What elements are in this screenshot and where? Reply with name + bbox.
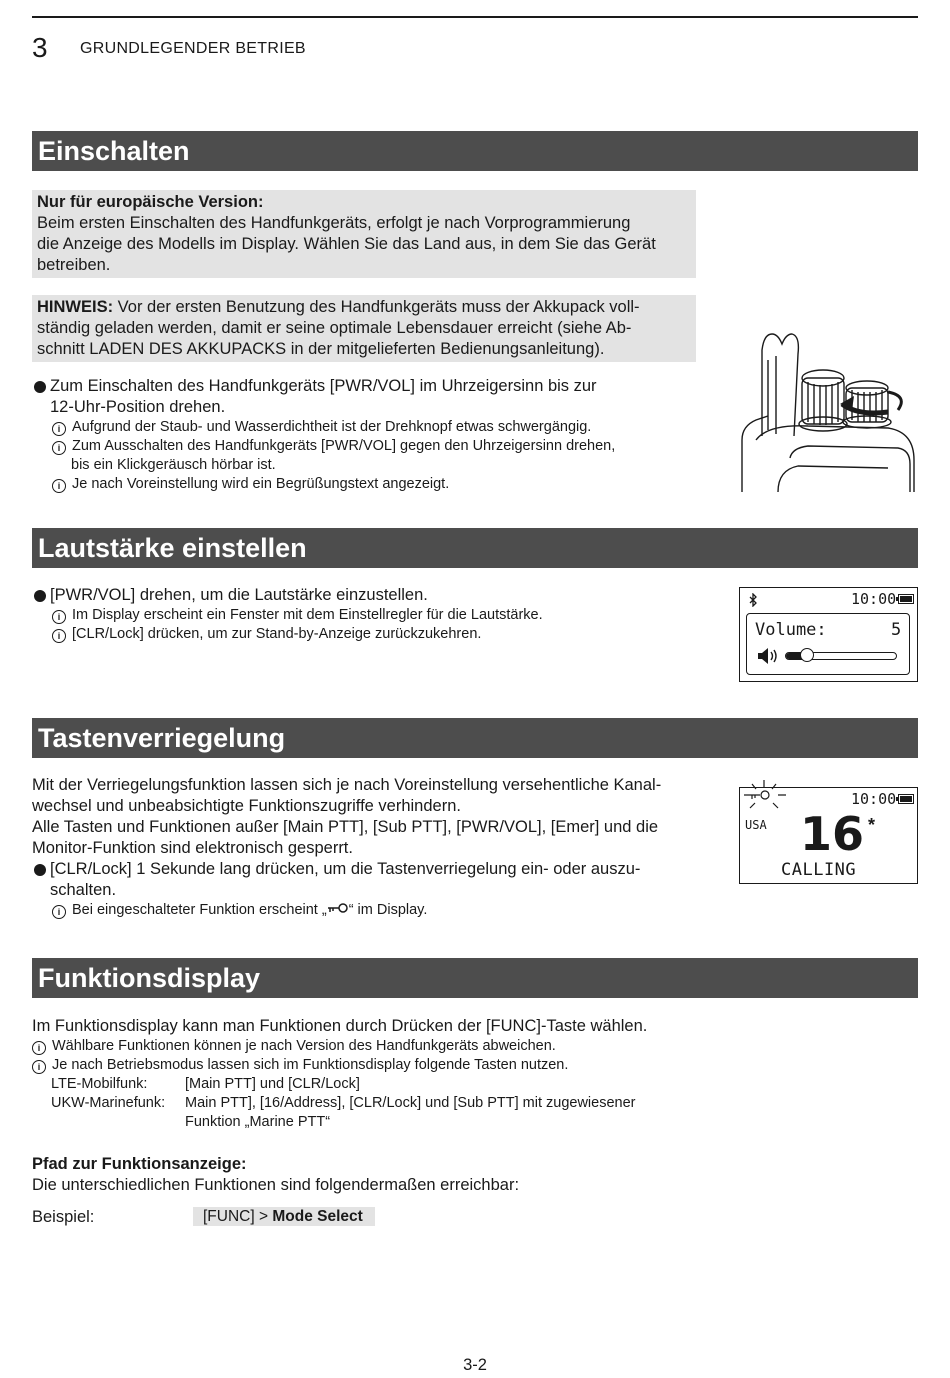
radio-knob-illustration [738,330,918,492]
hinweis-line: schnitt LADEN DES AKKUPACKS in der mitgelieferten Bedienungsanleitung). [37,340,605,358]
header-rule [32,16,918,18]
eu-version-note [32,190,696,278]
bullet-dot [34,381,46,393]
eu-note-line: betreiben. [37,256,111,274]
volume-label: Volume: [755,620,827,640]
hinweis-line: ständig geladen werden, damit er seine optimale Lebensdauer erreicht (siehe Ab- [37,319,632,337]
path-func: [FUNC] [203,1208,255,1225]
section-bar-lautstaerke [32,528,918,568]
section-bar-funktionsdisplay [32,958,918,998]
lock-instruction: [CLR/Lock] 1 Sekunde lang drücken, um die Tastenverriegelung ein- oder auszu- schalten. [50,860,641,899]
mode-key-table [51,1075,636,1132]
section-title: Funktionsdisplay [38,963,261,993]
info-list: i Im Display erscheint ein Fenster mit dem Einstellregler für die Lautstärke. i [CLR/Lock] drücken, um zur Stand-by-Anzeige zurückzukehren. [52,606,543,644]
chapter-title: GRUNDLEGENDER BETRIEB [80,40,306,57]
battery-icon [896,794,914,804]
section-title: Lautstärke einstellen [38,533,307,563]
info-icon: i [52,479,66,493]
menu-path-box [193,1207,375,1226]
section-bar-einschalten [32,131,918,171]
info-icon: i [32,1060,46,1074]
bullet-dot [34,590,46,602]
function-intro: Im Funktionsdisplay kann man Funktionen durch Drücken der [FUNC]-Taste wählen. [32,1017,648,1035]
bullet-dot [34,864,46,876]
mode-keys: [Main PTT] und [CLR/Lock] [185,1076,360,1092]
lcd-clock: 10:00 [851,590,897,608]
battery-icon [896,594,914,604]
eu-note-line: die Anzeige des Modells im Display. Wählen Sie das Land aus, in dem Sie das Gerät [37,235,656,253]
info-icon: i [52,905,66,919]
example-label: Beispiel: [32,1208,95,1226]
volume-instruction: [PWR/VOL] drehen, um die Lautstärke einzustellen. [50,586,428,604]
blinking-key-lock-icon [742,778,788,818]
lock-lcd-display [739,787,918,884]
lock-info: i Bei eingeschalteter Funktion erscheint „ “ im Display. [52,901,427,920]
path-separator: > [254,1208,273,1225]
info-icon: i [52,441,66,455]
path-description: Die unterschiedlichen Funktionen sind folgendermaßen erreichbar: [32,1176,520,1194]
lcd-clock: 10:00 [851,790,897,808]
mode-label: UKW-Marinefunk: [51,1095,166,1111]
section-bar-tastenverriegelung [32,718,918,758]
path-target: Mode Select [272,1208,363,1225]
volume-slider-knob [800,648,814,662]
speaker-icon [757,647,779,665]
lock-description: Mit der Verriegelungsfunktion lassen sich je nach Voreinstellung versehentliche Kanal- wechsel und unbeabsichtigte Funktionszugriffe verhindern. Alle Tasten und Funktionen außer [Main PTT], [Sub PTT], [PWR/VOL], [Emer] und die Monitor-Funktion sind elektronisch gesperrt. [32,776,662,857]
hinweis-line: Vor der ersten Benutzung des Handfunkgeräts muss der Akkupack voll- [113,298,640,316]
info-icon: i [32,1041,46,1055]
hinweis-note [32,295,696,362]
section-title: Tastenverriegelung [38,723,286,753]
eu-note-line: Beim ersten Einschalten des Handfunkgeräts, erfolgt je nach Vorprogrammierung [37,214,631,232]
channel-number: 16 [800,807,865,861]
calling-status: CALLING [781,860,857,880]
page-number: 3-2 [463,1356,487,1374]
info-list: i Wählbare Funktionen können je nach Version des Handfunkgeräts abweichen. i Je nach Betriebsmodus lassen sich im Funktionsdisplay folgende Tasten nutzen. [32,1037,568,1075]
chapter-number: 3 [32,32,48,63]
bluetooth-icon [748,593,758,607]
eu-note-title: Nur für europäische Version: [37,193,264,211]
path-title: Pfad zur Funktionsanzeige: [32,1155,247,1173]
info-icon: i [52,422,66,436]
info-icon: i [52,629,66,643]
power-on-instruction: Zum Einschalten des Handfunkgeräts [PWR/VOL] im Uhrzeigersinn bis zur 12-Uhr-Position drehen. [50,377,597,416]
hinweis-label: HINWEIS: [37,298,114,316]
channel-mark: * [868,815,876,835]
volume-lcd-display [739,587,918,682]
path-section [32,1154,519,1196]
mode-label: LTE-Mobilfunk: [51,1076,148,1092]
volume-slider-track [785,652,897,660]
info-list: i Aufgrund der Staub- und Wasserdichtheit ist der Drehknopf etwas schwergängig. i Zum Ausschalten des Handfunkgeräts [PWR/VOL] gegen den Uhrzeigersinn drehen, bis ein Klickgeräusch hörbar ist. i Je nach Voreinstellung wird ein Begrüßungstext angezeigt. [52,418,615,494]
mode-keys-cont: Funktion „Marine PTT“ [185,1114,331,1130]
key-lock-icon [327,902,349,914]
region-label: USA [745,818,767,832]
volume-value: 5 [891,620,902,640]
info-icon: i [52,610,66,624]
volume-popup [746,613,910,675]
section-title: Einschalten [38,136,190,166]
mode-keys: Main PTT], [16/Address], [CLR/Lock] und [Sub PTT] mit zugewiesener [185,1095,636,1111]
